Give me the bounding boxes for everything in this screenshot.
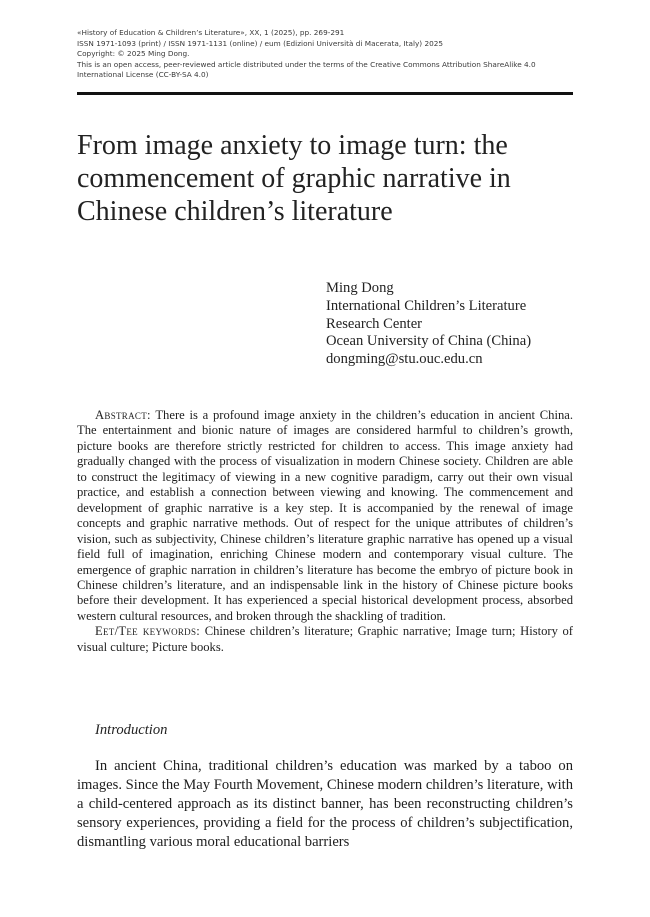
body-paragraph: In ancient China, traditional children’s education was marked by a taboo on images. Since the May Fourth Movement, Chinese modern children’s literature, with a child-centered approach as its distinct banner, has been reconstructing children’s sensory experiences, providing a field for the process of children’s subjectification, dismantling various moral educational barriers bbox=[77, 758, 573, 850]
section-heading: Introduction bbox=[95, 722, 168, 738]
title-line: From image anxiety to image turn: the bbox=[77, 130, 508, 161]
citation-line: «History of Education & Children’s Literature», XX, 1 (2025), pp. 269-291 bbox=[77, 28, 345, 37]
author-name: Ming Dong bbox=[326, 280, 394, 296]
abstract-label: Abstract: bbox=[95, 408, 151, 422]
keywords-label: Eet/Tee keywords: bbox=[95, 624, 201, 639]
header-divider bbox=[77, 92, 573, 95]
keywords-paragraph bbox=[77, 624, 573, 655]
author-affiliation: Ocean University of China (China) bbox=[326, 333, 532, 350]
abstract bbox=[77, 408, 573, 655]
abstract-paragraph bbox=[77, 408, 573, 624]
title-line: commencement of graphic narrative in bbox=[77, 163, 511, 194]
author-block bbox=[326, 280, 586, 369]
title-line: Chinese children’s literature bbox=[77, 196, 393, 227]
copyright-line: Copyright: © 2025 Ming Dong. bbox=[77, 49, 190, 59]
license-line-1: This is an open access, peer-reviewed article distributed under the terms of the Creative Commons Attribution ShareAlike 4.0 bbox=[77, 59, 536, 69]
abstract-text: There is a profound image anxiety in the children’s education in ancient China. The entertainment and bionic nature of images are considered harmful to children’s growth, picture books are therefore strictly restricted for children to access. This image anxiety had gradually changed with the process of visualization in modern Chinese society. Children are able to construct the legitimacy of viewing in a new cognitive paradigm, carry out their own visual practice, and establish a connection between viewing and knowing. The commencement and development of graphic narrative is a key step. It is accompanied by the renewal of image concepts and graphic narrative methods. Out of respect for the unique attributes of children’s vision, such as subjectivity, Chinese children’s literature graphic narrative has opened up a visual field full of imagination, enriching Chinese modern and contemporary visual culture. The emergence of graphic narration in children’s literature has become the embryo of picture book in Chinese children’s literature, and an indispensable link in the history of Chinese picture books before their development. It has experienced a special historical development process, absorbed western cultural resources, and broken through the shackling of tradition. bbox=[77, 408, 574, 623]
article-title bbox=[77, 129, 577, 228]
author-affiliation: Research Center bbox=[326, 315, 423, 332]
issn-line: ISSN 1971-1093 (print) / ISSN 1971-1131 (online) / eum (Edizioni Università di Macerata, Italy) 2025 bbox=[77, 38, 444, 48]
journal-header bbox=[77, 28, 577, 81]
author-affiliation: International Children’s Literature bbox=[326, 297, 527, 314]
author-email: dongming@stu.ouc.edu.cn bbox=[326, 351, 483, 368]
keywords-text: Chinese children’s literature; Graphic narrative; Image turn; History of visual culture; Picture books. bbox=[77, 624, 574, 654]
license-line-2: International License (CC-BY-SA 4.0) bbox=[77, 70, 209, 80]
body-text bbox=[77, 757, 573, 852]
